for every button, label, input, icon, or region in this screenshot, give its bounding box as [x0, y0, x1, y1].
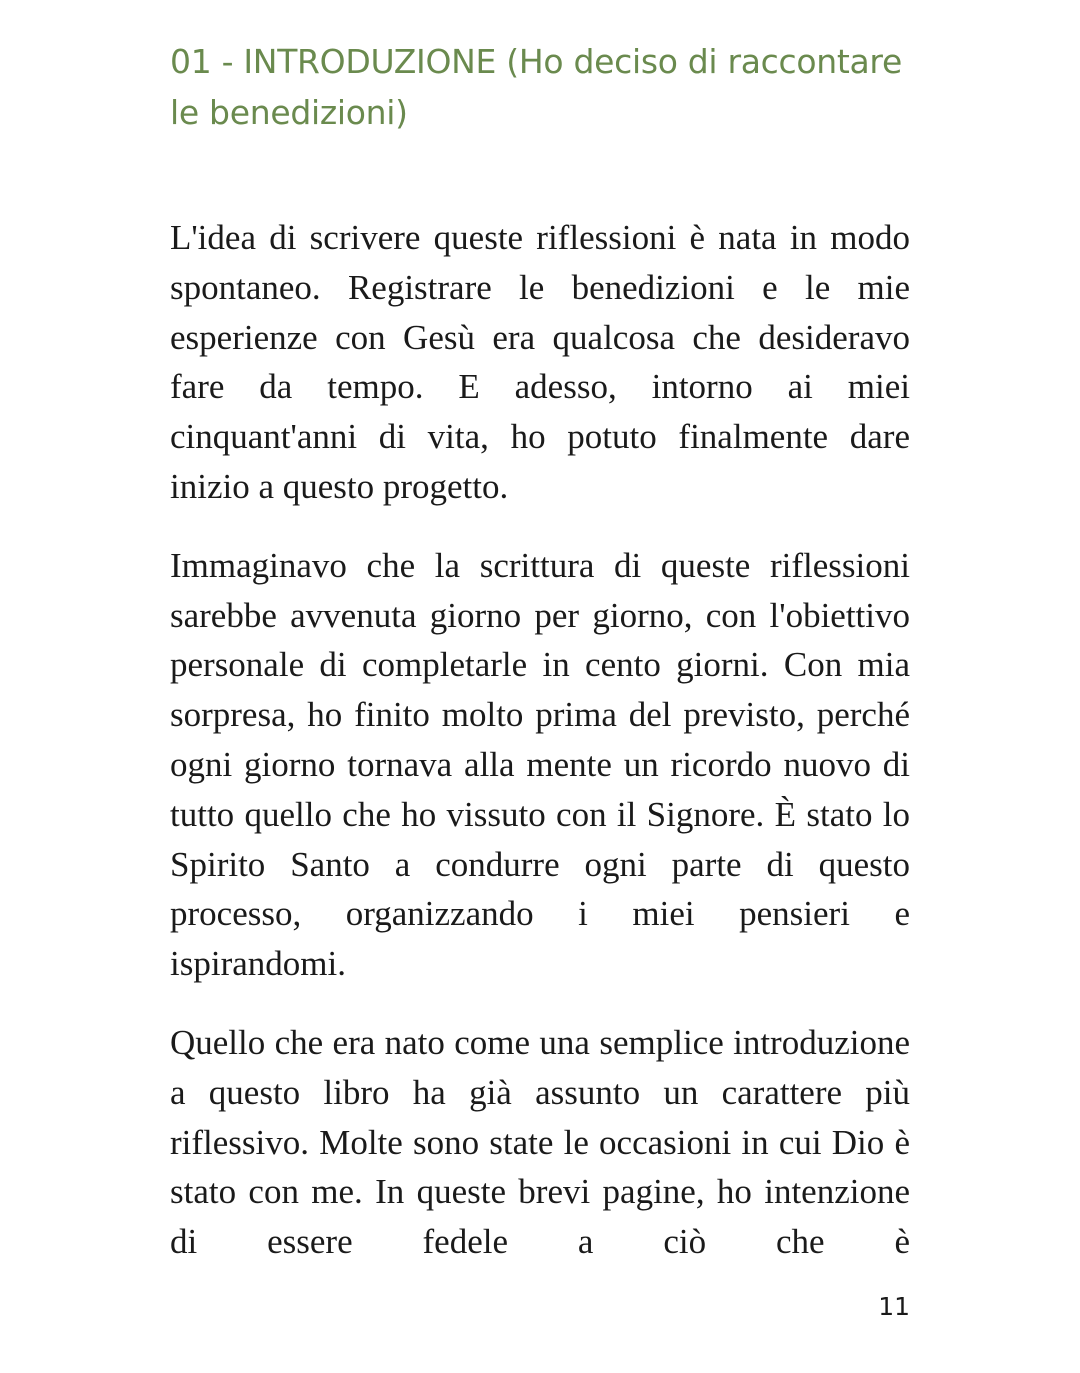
body-text [170, 213, 910, 1296]
chapter-title: 01 - INTRODUZIONE (Ho deciso di raccontare le benedizioni) [170, 42, 902, 132]
paragraph-2: Immaginavo che la scrittura di queste riflessioni sarebbe avvenuta giorno per giorno, con l'obiettivo personale di completarle in cento giorni. Con mia sorpresa, ho finito molto prima del previsto, perché ogni giorno tornava alla mente un ricordo nuovo di tutto quello che ho vissuto con il Signore. È stato lo Spirito Santo a condurre ogni parte di questo processo, organizzando i miei pensieri e ispirandomi. [170, 545, 910, 984]
paragraph-3: Quello che era nato come una semplice introduzione a questo libro ha già assunto un carattere più riflessivo. Molte sono state le occasioni in cui Dio è stato con me. In queste brevi pagine, ho intenzione di essere fedele a ciò che è [170, 1022, 910, 1262]
page-number: 11 [878, 1292, 910, 1321]
paragraph-1: L'idea di scrivere queste riflessioni è nata in modo spontaneo. Registrare le benedizioni e le mie esperienze con Gesù era qualcosa che desideravo fare da tempo. E adesso, intorno ai miei cinquant'anni di vita, ho potuto finalmente dare inizio a questo progetto. [170, 218, 910, 506]
